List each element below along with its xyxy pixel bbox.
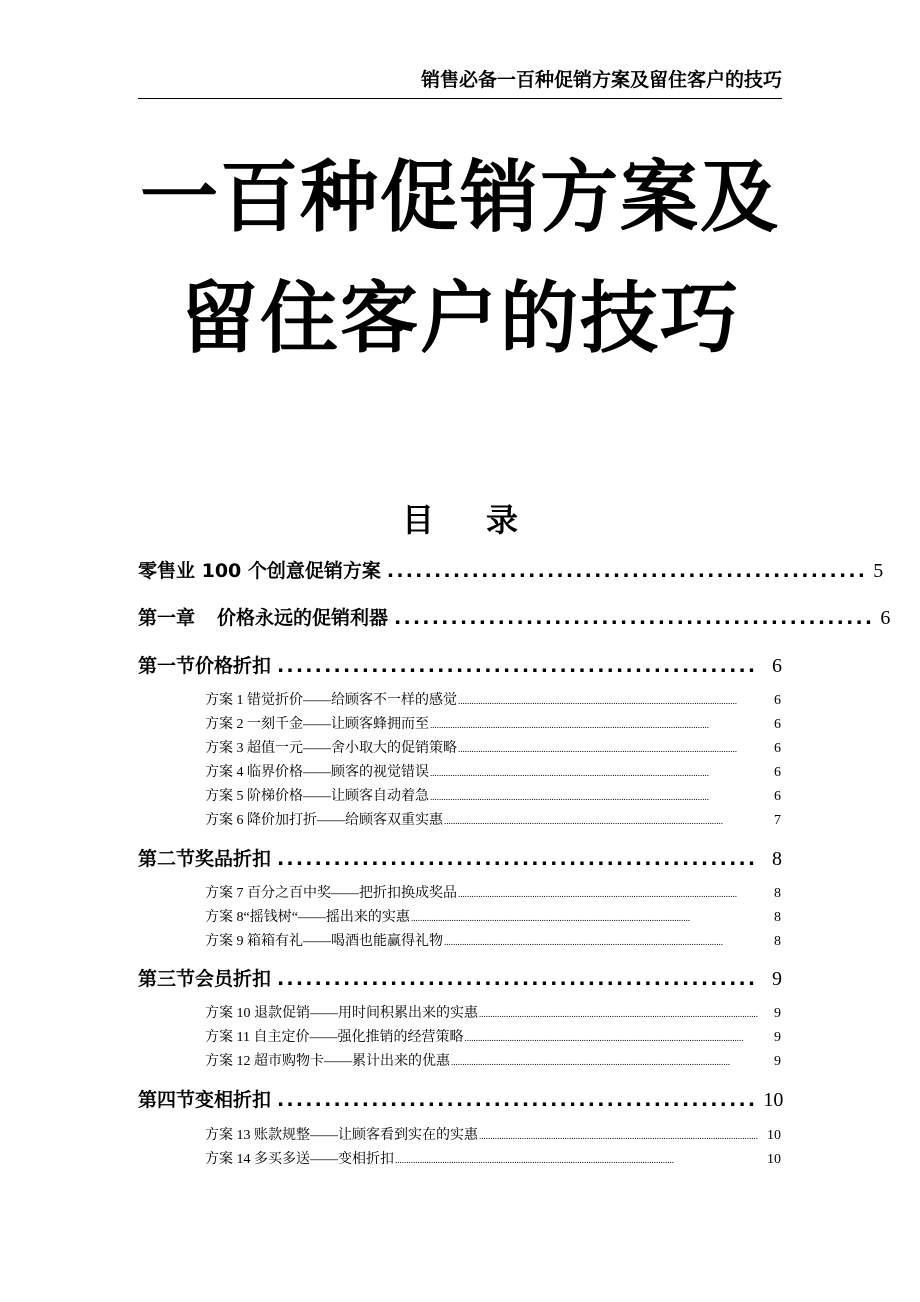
toc-subentry[interactable]: [205, 691, 781, 711]
toc-subentry-page: 6: [774, 741, 781, 756]
toc-subentry-page: 6: [774, 765, 781, 780]
toc-subentry-page: 6: [774, 789, 781, 804]
toc-leader: ............................................................................................................................: [444, 937, 723, 947]
toc-leader: ............................................................................................................................: [430, 792, 709, 802]
toc-subentry-title: 方案 10 退款促销——用时间积累出来的实惠: [205, 1006, 478, 1021]
toc-subentry-title: 方案 5 阶梯价格——让顾客自动着急: [205, 789, 429, 804]
toc-leader: ............................................................................................................................: [430, 720, 709, 730]
toc-leader: ............................................................................................................................: [444, 816, 723, 826]
toc-subentry-title: 方案 7 百分之百中奖——把折扣换成奖品: [205, 886, 457, 901]
toc-subentry[interactable]: [205, 1126, 781, 1146]
toc-subentry-title: 方案 1 错觉折价——给顾客不一样的感觉: [205, 693, 457, 708]
toc-entry-title: 第三节会员折扣: [138, 968, 272, 990]
document-title-line-1: 一百种促销方案及: [139, 153, 780, 243]
toc-subentry-page: 10: [767, 1128, 781, 1143]
toc-entry-page: 8: [772, 848, 782, 870]
toc-entry-title: 第一节价格折扣: [138, 655, 272, 677]
toc-entry-page: 9: [772, 968, 782, 990]
toc-leader: ...................................................: [277, 968, 758, 990]
toc-subentry-title: 方案 12 超市购物卡——累计出来的优惠: [205, 1054, 450, 1069]
toc-chapter-number: 第一章: [138, 607, 196, 629]
toc-subentry[interactable]: [205, 739, 781, 759]
toc-leader: ............................................................................................................................: [458, 889, 737, 899]
toc-subentry-page: 10: [767, 1152, 781, 1167]
toc-subentry-title: 方案 3 超值一元——舍小取大的促销策略: [205, 741, 457, 756]
toc-subentry-title: 方案 2 一刻千金——让顾客蜂拥而至: [205, 717, 429, 732]
toc-heading-right: 录: [486, 501, 519, 539]
toc-subentry[interactable]: [205, 1004, 781, 1024]
toc-subentry-page: 9: [774, 1006, 781, 1021]
toc-heading: [0, 498, 920, 542]
toc-subentry-page: 7: [774, 813, 781, 828]
toc-subentry-title: 方案 13 账款规整——让顾客看到实在的实惠: [205, 1128, 478, 1143]
toc-subentry[interactable]: [205, 811, 781, 831]
toc-leader: ............................................................................................................................: [479, 1009, 758, 1019]
toc-leader: ............................................................................................................................: [458, 696, 737, 706]
toc-entry[interactable]: [138, 653, 782, 679]
toc-leader: ...................................................: [386, 560, 868, 582]
toc-subentry-page: 8: [774, 886, 781, 901]
toc-subentry-title: 方案 4 临界价格——顾客的视觉错误: [205, 765, 429, 780]
toc-leader: ............................................................................................................................: [479, 1131, 758, 1141]
toc-leader: ............................................................................................................................: [451, 1057, 730, 1067]
toc-entry-page: 6: [772, 655, 782, 677]
toc-subentry-page: 6: [774, 693, 781, 708]
toc-entry[interactable]: [138, 1087, 782, 1113]
toc-subentry[interactable]: [205, 787, 781, 807]
toc-entry[interactable]: [138, 966, 782, 992]
toc-subentry-title: 方案 8“摇钱树“——摇出来的实惠: [205, 910, 410, 925]
toc-subentry[interactable]: [205, 715, 781, 735]
running-header: 销售必备一百种促销方案及留住客户的技巧: [420, 69, 782, 91]
toc-leader: ............................................................................................................................: [430, 768, 709, 778]
toc-subentry[interactable]: [205, 884, 781, 904]
toc-leader: ............................................................................................................................: [464, 1033, 744, 1043]
toc-subentry-page: 6: [774, 717, 781, 732]
toc-chapter-name: 价格永远的促销利器: [217, 607, 389, 629]
toc-subentry[interactable]: [205, 1150, 781, 1170]
toc-subentry-title: 方案 14 多买多送——变相折扣: [205, 1152, 394, 1167]
toc-subentry-title: 方案 9 箱箱有礼——喝酒也能赢得礼物: [205, 934, 443, 949]
toc-subentry-page: 8: [774, 910, 781, 925]
document-title-line-2: 留住客户的技巧: [179, 274, 740, 364]
toc-leader: ...................................................: [277, 1089, 758, 1111]
toc-subentry-page: 9: [774, 1030, 781, 1045]
toc-heading-left: 目: [401, 501, 434, 539]
toc-subentry-title: 方案 6 降价加打折——给顾客双重实惠: [205, 813, 443, 828]
toc-entry-title: [138, 605, 388, 631]
toc-entry-title: 零售业 100 个创意促销方案: [138, 560, 381, 582]
toc-leader: ...................................................: [277, 848, 758, 870]
toc-subentry[interactable]: [205, 932, 781, 952]
toc-entry[interactable]: [138, 558, 884, 584]
toc-leader: ...................................................: [394, 607, 875, 629]
toc-entry[interactable]: [138, 846, 782, 872]
toc-subentry-title: 方案 11 自主定价——强化推销的经营策略: [205, 1030, 464, 1045]
toc-entry-title: 第四节变相折扣: [138, 1089, 272, 1111]
toc-subentry-page: 8: [774, 934, 781, 949]
toc-entry-title: 第二节奖品折扣: [138, 848, 272, 870]
toc-leader: ............................................................................................................................: [410, 913, 690, 923]
toc-subentry[interactable]: [205, 1028, 781, 1048]
toc-subentry[interactable]: [205, 908, 781, 928]
toc-leader: ............................................................................................................................: [458, 744, 737, 754]
toc-entry-page: 6: [880, 607, 891, 629]
toc-subentry[interactable]: [205, 1052, 781, 1072]
toc-entry-page: 5: [873, 560, 884, 582]
toc-subentry[interactable]: [205, 763, 781, 783]
toc-subentry-page: 9: [774, 1054, 781, 1069]
toc-entry-page: 10: [763, 1089, 784, 1111]
header-rule: [138, 98, 782, 99]
toc-leader: ............................................................................................................................: [395, 1155, 674, 1165]
toc-entry[interactable]: [138, 605, 891, 631]
toc-leader: ...................................................: [277, 655, 758, 677]
